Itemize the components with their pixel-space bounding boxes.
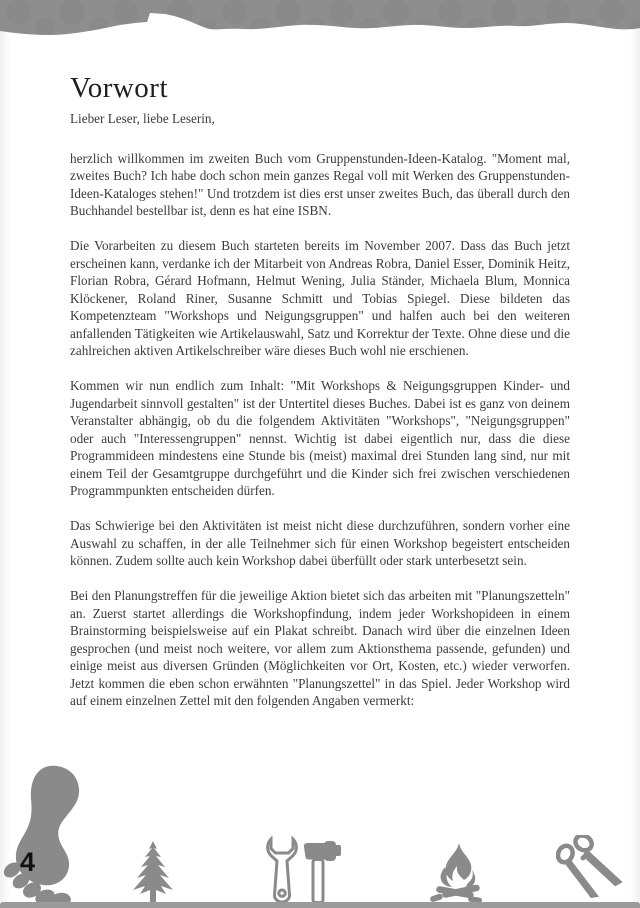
- salutation: Lieber Leser, liebe Leserin,: [70, 111, 215, 126]
- campfire-icon: [428, 843, 486, 905]
- tools-icon: [262, 835, 342, 905]
- page-number: 4: [20, 847, 36, 877]
- torn-paper-header: [0, 0, 640, 52]
- torn-paper-footer: [0, 902, 640, 908]
- paragraph-5: Bei den Planungstreffen für die jeweilige Aktion bietet sich das arbeiten mit "Planungszetteln" an. Zuerst startet allerdings die Workshopfindung, indem jeder Workshopideen in einem Brainstorming beispielsweise auf ein Plakat schreibt. Danach wird über die einzelnen Ideen gesprochen (und meist noch weitere, vor allem zum Aktionsthema passende, gefunden) und einige meist aus diversen Gründen (Möglichkeiten vor Ort, Kosten, etc.) wieder verworfen. Jetzt kommen die eben schon erwähnten "Planungszettel" in das Spiel. Jeder Workshop wird auf einem einzelnen Zettel mit den folgenden Angaben vermerkt:: [70, 588, 570, 708]
- page-title: Vorwort: [70, 72, 169, 105]
- paragraph-3: Kommen wir nun endlich zum Inhalt: "Mit Workshops & Neigungsgruppen Kinder- und Jugendarbeit sinnvoll gestalten" ist der Untertitel dieses Buches. Dabei ist es ganz von deinem Veranstalter abhängig, ob du die folgendem Aktivitäten "Workshops", "Neigungsgruppen" oder auch "Interessengruppen" nennst. Wichtig ist dabei eigentlich nur, dass die diese Programmideen mindestens eine Stunde bis (meist) maximal drei Stunden lang sind, nur mit einem Teil der Gesamtgruppe durchgeführt und die Kinder sich frei zwischen verschiedenen Programmpunkten entscheiden dürfen.: [70, 378, 570, 498]
- paragraph-1: herzlich willkommen im zweiten Buch vom Gruppenstunden-Ideen-Katalog. "Moment mal, zweites Buch? Ich habe doch schon mein ganzes Regal voll mit Werken des Gruppenstunden-Ideen-Kataloges stehen!" Und trotzdem ist dies erst unser zweites Buch, das überall durch den Buchhandel bestellbar ist, denn es hat eine ISBN.: [70, 150, 570, 218]
- scissors-icon: [556, 835, 630, 901]
- paragraph-4: Das Schwierige bei den Aktivitäten ist meist nicht diese durchzuführen, sondern vorher eine Auswahl zu schaffen, in der alle Teilnehmer sich für einen Workshop begeistert entscheiden können. Zudem sollte auch kein Workshop dabei überfüllt oder stark unterbesetzt sein.: [70, 518, 570, 568]
- tree-icon: [127, 841, 179, 907]
- preface-body: [70, 110, 570, 710]
- scan-shadow-right: [630, 0, 640, 908]
- paragraph-2: Die Vorarbeiten zu diesem Buch starteten bereits im November 2007. Dass das Buch jetzt erscheinen kann, verdanke ich der Mitarbeit von Andreas Robra, Daniel Esser, Dominik Heitz, Florian Robra, Gérard Hofmann, Helmut Wening, Julia Ständer, Michaela Blum, Monnica Klöckener, Roland Riner, Susanne Schmitt und Tobias Spiegel. Diese bildeten das Kompetenzteam "Workshops und Neigungsgruppen" und halfen auch bei den weiteren anfallenden Tätigkeiten wie Artikelauswahl, Satz und Korrektur der Texte. Ohne diese und die zahlreichen aktiven Artikelschreiber wäre dieses Buch wohl nie erschienen.: [70, 238, 570, 358]
- footprint-icon: [2, 763, 102, 908]
